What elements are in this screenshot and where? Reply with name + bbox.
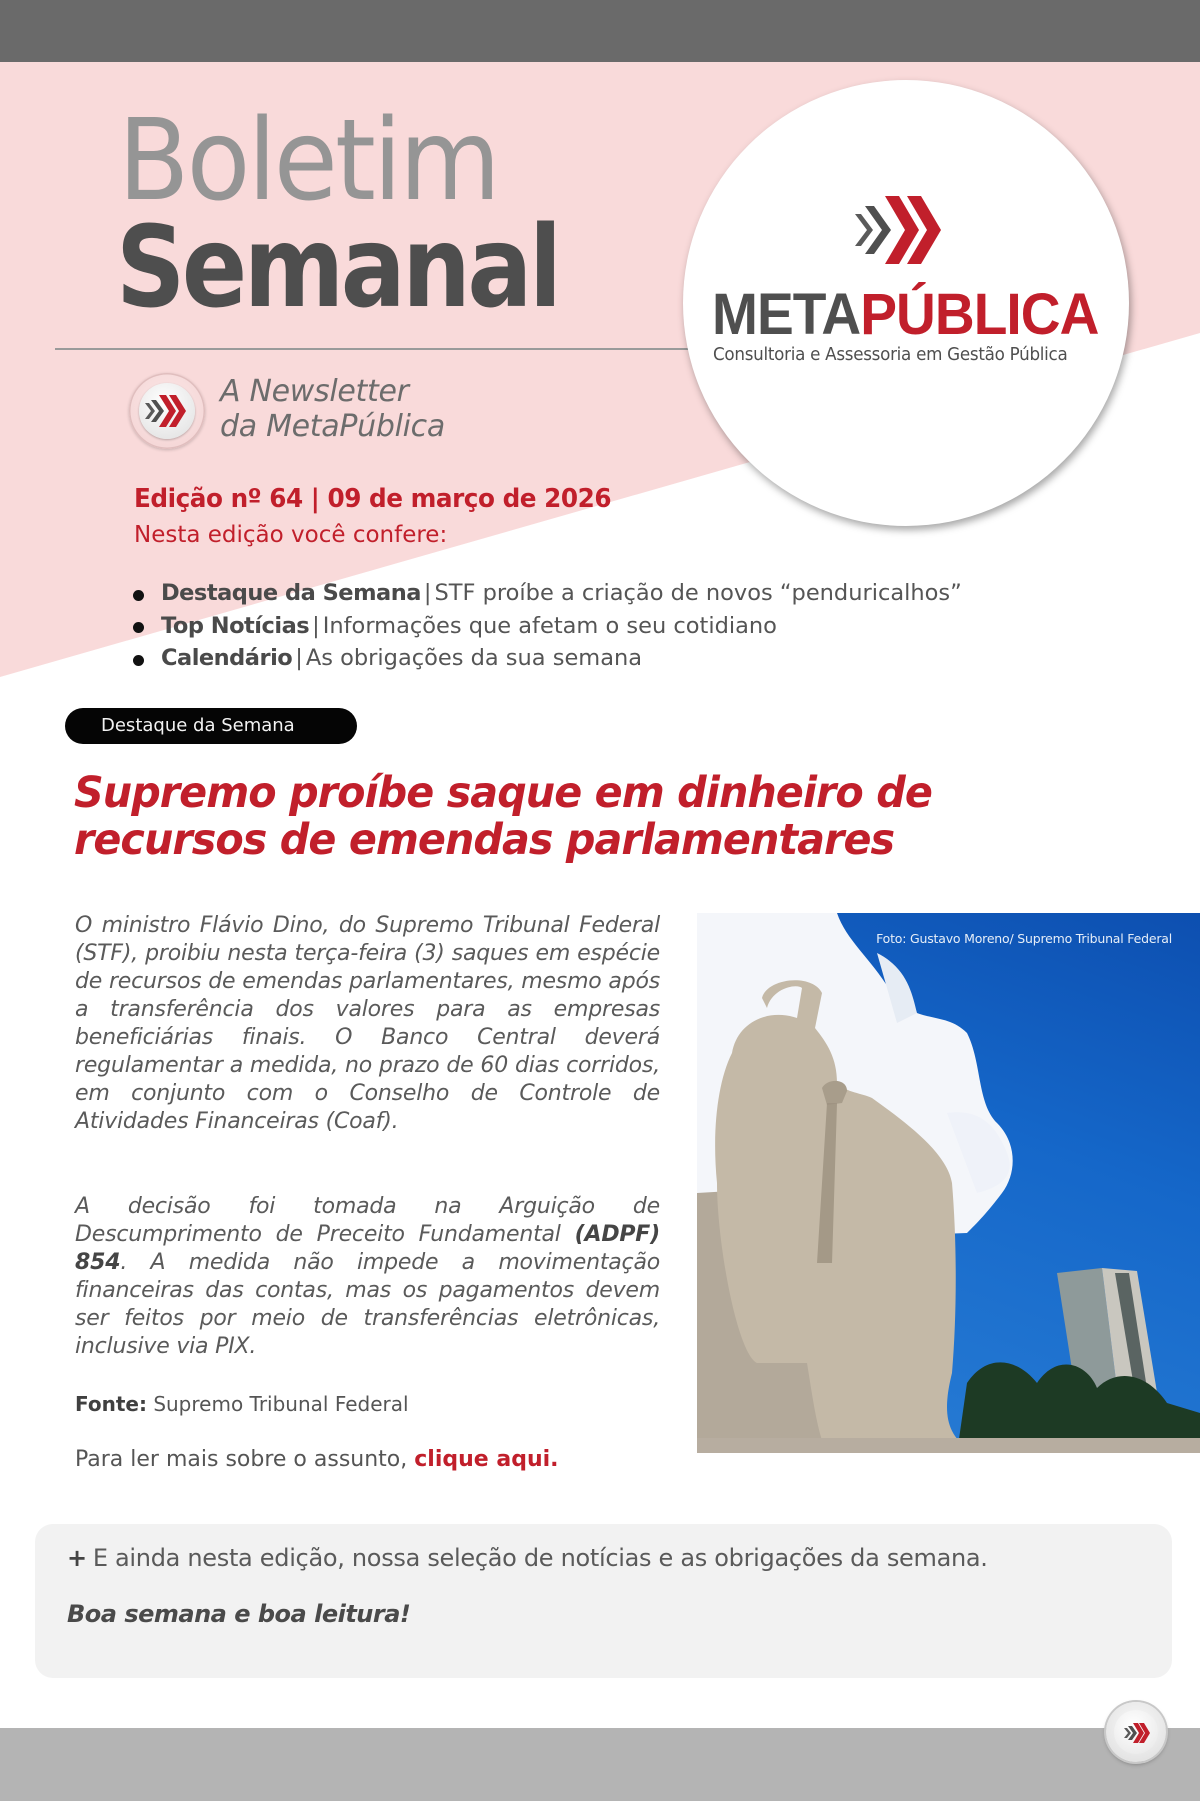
plus-icon: + <box>67 1544 87 1572</box>
logo-wordmark <box>712 282 1099 347</box>
bullet-icon <box>133 590 144 601</box>
article-paragraph-1: O ministro Flávio Dino, do Supremo Tribunal Federal (STF), proibiu nesta terça-feira (3) saques em espécie de recursos de emendas parlamentares, mesmo após a transferência dos valores para as empresas beneficiárias finais. O Banco Central deverá regulamentar a medida, no prazo de 60 dias corridos, em conjunto com o Conselho de Controle de Atividades Financeiras (Coaf). <box>75 913 660 1134</box>
edition-label: Edição nº 64 | 09 de março de 2026 <box>134 484 612 514</box>
toc-desc: Informações que afetam o seu cotidiano <box>322 612 777 639</box>
bullet-icon <box>133 622 144 633</box>
toc-title: Top Notícias <box>161 612 310 639</box>
toc-item[interactable] <box>133 610 962 643</box>
bullet-icon <box>133 655 144 666</box>
closing-text: E ainda nesta edição, nossa seleção de notícias e as obrigações da semana. <box>92 1544 988 1572</box>
article-paragraph-2 <box>75 1193 660 1361</box>
title-boletim: Boletim <box>118 96 498 226</box>
logo-tagline: Consultoria e Assessoria em Gestão Pública <box>713 344 1068 365</box>
article-headline: Supremo proíbe saque em dinheiro de recursos de emendas parlamentares <box>74 768 932 865</box>
closing-line2: Boa semana e boa leitura! <box>67 1600 411 1628</box>
chevrons-right-icon <box>143 390 191 432</box>
closing-box <box>35 1524 1172 1678</box>
toc-separator: | <box>423 580 432 607</box>
read-more-link[interactable]: clique aqui. <box>414 1447 559 1472</box>
source-label: Fonte: <box>75 1392 147 1416</box>
title-semanal: Semanal <box>116 203 559 333</box>
footer-band <box>0 1728 1200 1801</box>
newsletter-subtitle <box>220 374 445 444</box>
toc-separator: | <box>312 612 320 639</box>
chevrons-right-icon <box>855 192 955 268</box>
read-more <box>75 1447 559 1472</box>
toc-separator: | <box>295 645 303 672</box>
adpf-reference: (ADPF) 854 <box>75 1222 660 1275</box>
source-value: Supremo Tribunal Federal <box>153 1392 409 1416</box>
top-band <box>0 0 1200 62</box>
toc-desc: As obrigações da sua semana <box>305 645 643 672</box>
paragraph-text: . A medida não impede a movimentação financeiras das contas, mas os pagamentos devem ser feitos por meio de transferências eletrônicas, inclusive via PIX. <box>75 1250 660 1359</box>
subtitle-line2: da MetaPública <box>220 409 445 444</box>
edition-intro: Nesta edição você confere: <box>134 522 448 548</box>
logo-meta: META <box>712 282 861 347</box>
chevrons-right-icon <box>1123 1721 1151 1745</box>
article-photo <box>697 913 1200 1453</box>
logo-publica: PÚBLICA <box>860 282 1099 347</box>
subtitle-line1: A Newsletter <box>220 374 409 409</box>
article-source <box>75 1392 409 1416</box>
closing-line1 <box>67 1544 988 1572</box>
toc-item[interactable] <box>133 642 962 675</box>
toc-desc: STF proíbe a criação de novos “penduricalhos” <box>434 580 962 607</box>
back-to-top-button[interactable] <box>1106 1702 1166 1762</box>
table-of-contents <box>133 577 962 675</box>
paragraph-text: A decisão foi tomada na Arguição de Descumprimento de Preceito Fundamental <box>75 1194 660 1247</box>
section-pill: Destaque da Semana <box>65 708 357 744</box>
toc-title: Destaque da Semana <box>161 580 421 607</box>
divider <box>55 348 695 350</box>
photo-caption: Foto: Gustavo Moreno/ Supremo Tribunal Federal <box>876 931 1172 946</box>
toc-item[interactable] <box>133 577 962 610</box>
read-more-text: Para ler mais sobre o assunto, <box>75 1447 415 1472</box>
newsletter-badge <box>129 373 205 449</box>
toc-title: Calendário <box>161 645 293 672</box>
